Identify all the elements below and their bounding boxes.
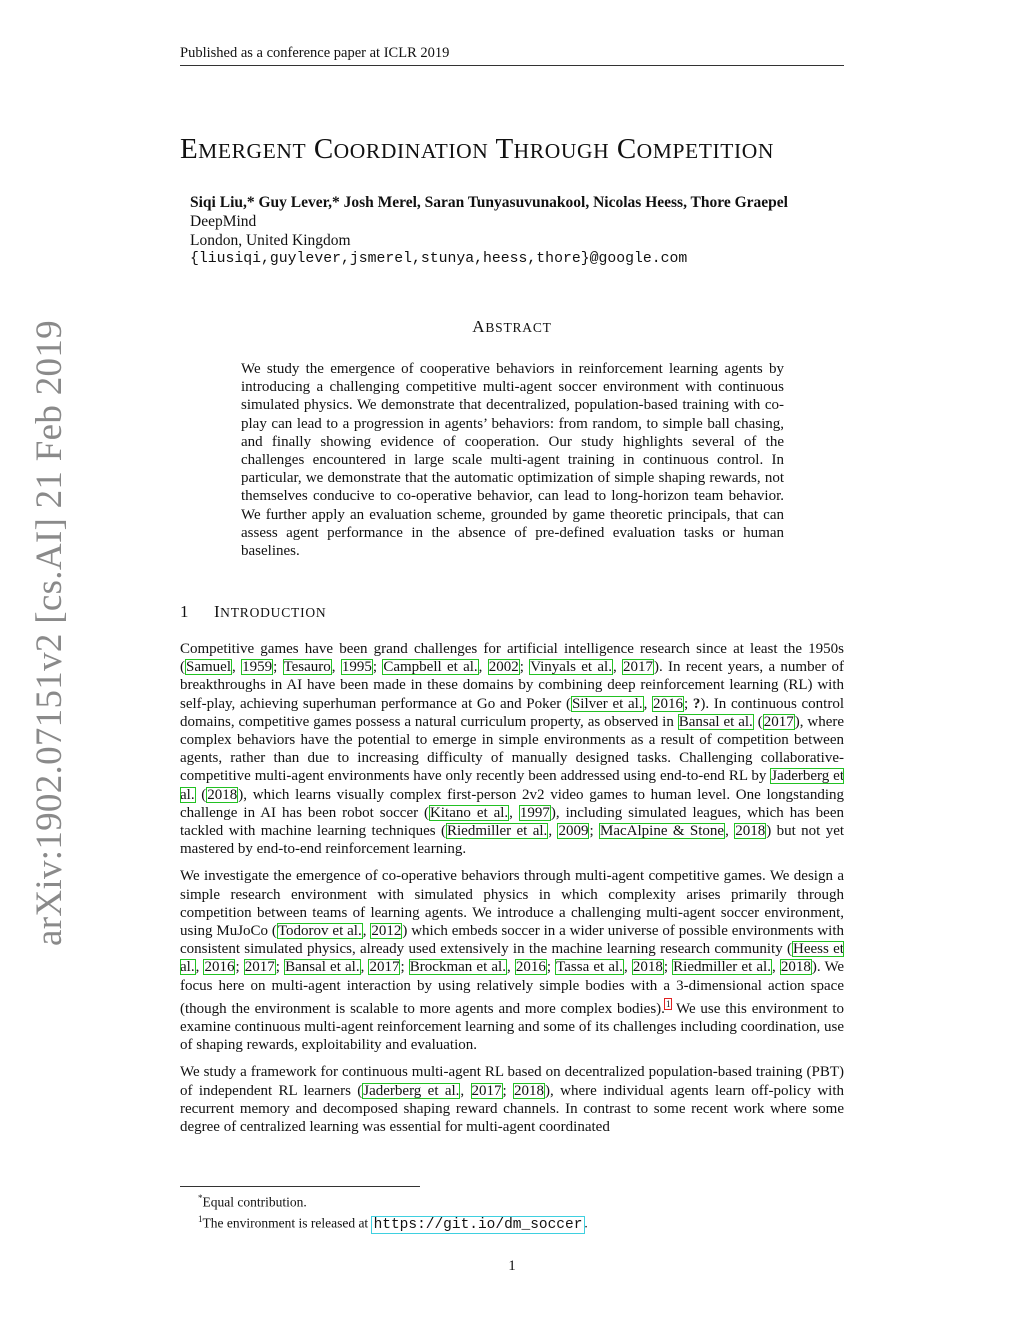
title-rest: OMPETITION — [636, 139, 774, 163]
text: ; — [546, 959, 556, 976]
text: ; — [663, 959, 673, 976]
footnote-ref-link[interactable]: 1 — [665, 998, 671, 1009]
citation-link[interactable]: 2017 — [471, 1082, 502, 1099]
text: ( — [753, 713, 763, 730]
text: ; — [589, 823, 600, 840]
paragraph-2 — [180, 867, 844, 1054]
citation-link[interactable]: Samuel — [186, 659, 231, 676]
text: ) but not yet mastered by end-to-end reinforcement learning. — [180, 823, 845, 858]
text: ), which learns visually complex first-person 2v2 video games to human level. One longstanding challenge in AI has been robot soccer ( — [180, 786, 844, 821]
text: ), where individual agents learn off-policy with recurrent memory and decomposed shaping reward channels. In contrast to some recent work where some degree of centralized learning was essential for multi-agent coordinated — [180, 1082, 845, 1136]
title-rest: MERGENT — [198, 139, 307, 163]
citation-link[interactable]: 2012 — [371, 923, 402, 940]
citation-link[interactable]: 2017 — [369, 959, 400, 976]
citation-link[interactable]: Riedmiller et al. — [673, 959, 771, 976]
text: ). In continuous control domains, competitive games possess a natural curriculum property, as observed in — [180, 695, 844, 730]
paragraph-1 — [180, 640, 844, 858]
paragraph-3 — [180, 1063, 844, 1136]
footnote-text: . — [584, 1215, 588, 1231]
author-names: Siqi Liu,* Guy Lever,* Josh Merel, Saran Tunyasuvunakool, Nicolas Heess, Thore Graepel — [190, 194, 788, 211]
abstract-text: We study the emergence of cooperative behaviors in reinforcement learning agents by introducing a challenging competitive multi-agent soccer environment with continuous simulated physics. We demonstrate that decentralized, population-based training with co-play can lead to a progression in agents’ behaviors: from random, to simple ball chasing, and finally showing evidence of cooperation. Our study highlights several of the challenges encountered in large scale multi-agent training in continuous control. In particular, we demonstrate that the automatic optimization of simple shaping rewards, not themselves conducive to co-operative behavior, can lead to long-horizon team behavior. We further apply an evaluation scheme, grounded by game theoretic principals, that can assess agent performance in the absence of pre-defined evaluation tasks or human baselines. — [241, 361, 784, 560]
text: We investigate the emergence of co-operative behaviors through multi-agent competitive games. We design a simple research environment with simulated physics in which complexity arises primarily through competition between teams of learning agents. We introduce a challenging multi-agent soccer environment, using MuJoCo ( — [180, 868, 844, 940]
text: , — [506, 959, 515, 976]
title-cap: C — [313, 133, 334, 165]
citation-link[interactable]: Kitano et al. — [430, 804, 509, 821]
location: London, United Kingdom — [190, 232, 351, 249]
text: , — [360, 959, 369, 976]
citation-link[interactable]: 2018 — [735, 823, 766, 840]
citation-link[interactable]: Tassa et al. — [556, 959, 623, 976]
citation-link[interactable]: Bansal et al. — [678, 713, 753, 730]
text: , — [623, 959, 632, 976]
citation-link[interactable]: Campbell et al. — [383, 659, 478, 676]
text: We study a framework for continuous multi-agent RL based on decentralized population-based training (PBT) of independent RL learners ( — [180, 1064, 844, 1099]
body-text — [180, 640, 844, 1145]
citation-link[interactable]: 2018 — [632, 959, 663, 976]
text: Competitive games have been grand challenges for artificial intelligence research since at least the 1950s ( — [180, 641, 844, 676]
text: ), where complex behaviors have the potential to emerge in simple environments as a result of competition between agents, rather than due to increasing difficulty of manually designed tasks. Challenging collaborative-competitive multi-agent environments have only recently been addressed using end-to-end RL by — [180, 713, 845, 785]
section-number: 1 — [180, 602, 189, 621]
text: ). In recent years, a number of breakthroughs in AI have been made in these domains by combining deep reinforcement learning (RL) with self-play, achieving superhuman performance at Go and Poker ( — [180, 659, 845, 712]
text: ; — [519, 659, 530, 676]
text: , — [232, 659, 242, 676]
text: , — [771, 959, 780, 976]
url-link[interactable]: https://git.io/dm_soccer — [373, 1216, 583, 1233]
citation-link[interactable]: 1959 — [242, 659, 273, 676]
text: , — [362, 923, 371, 940]
text: , — [548, 823, 558, 840]
footnotes — [198, 1190, 838, 1234]
citation-link[interactable]: Tesauro — [283, 659, 331, 676]
citation-link[interactable]: 2016 — [653, 695, 684, 712]
citation-link[interactable]: 2017 — [763, 713, 794, 730]
citation-link[interactable]: 2018 — [780, 959, 811, 976]
text: , — [725, 823, 735, 840]
abstract-heading — [0, 317, 1024, 337]
text: ; — [273, 659, 283, 676]
citation-link[interactable]: 2017 — [244, 959, 275, 976]
citation-link[interactable]: 2017 — [623, 659, 654, 676]
citation-link[interactable]: 2016 — [515, 959, 546, 976]
abstract-heading-rest: BSTRACT — [485, 320, 552, 335]
text: We use this environment to examine continuous multi-agent reinforcement learning and some of its challenges including coordination, use of shaping rewards, exploitability and evaluation. — [180, 1000, 845, 1054]
text: ). We focus here on multi-agent interaction by using relatively simple bodies with a 3-dimensional action space (though the environment is scalable to more agents and more complex bodies). — [180, 959, 845, 1017]
text: ; — [372, 659, 383, 676]
footnote-text: Equal contribution. — [202, 1194, 307, 1210]
text: ), including simulated leagues, which has been tackled with machine learning techniques ( — [180, 804, 844, 840]
text: , — [331, 659, 341, 676]
citation-link[interactable]: Jaderberg et al. — [363, 1082, 460, 1099]
unresolved-citation: ? — [692, 695, 701, 712]
citation-link[interactable]: 2018 — [514, 1082, 545, 1099]
citation-link[interactable]: 2002 — [488, 659, 519, 676]
title-cap: E — [180, 133, 199, 165]
text: , — [478, 659, 488, 676]
citation-link[interactable]: 2016 — [204, 959, 235, 976]
citation-link[interactable]: Riedmiller et al. — [446, 823, 548, 840]
title-cap: C — [616, 133, 637, 165]
text: ; — [235, 959, 244, 976]
citation-link[interactable]: 1995 — [341, 659, 372, 676]
running-header: Published as a conference paper at ICLR 2019 — [180, 44, 844, 66]
citation-link[interactable]: 2009 — [558, 823, 589, 840]
text: ; — [400, 959, 409, 976]
footnote-divider — [180, 1186, 420, 1187]
text: ) which embeds soccer in a wider universe of possible environments with consistent simulated physics, already used extensively in the machine learning research community ( — [180, 923, 844, 958]
section-cap: I — [214, 602, 221, 621]
citation-link[interactable]: Vinyals et al. — [530, 659, 612, 676]
footnote-mark: 1 — [198, 1214, 203, 1224]
arxiv-stamp[interactable]: arXiv:1902.07151v2 [cs.AI] 21 Feb 2019 — [29, 320, 70, 946]
section-rest: NTRODUCTION — [220, 605, 327, 620]
text: , — [195, 959, 204, 976]
title-rest: OORDINATION — [333, 139, 489, 163]
text: ; — [275, 959, 285, 976]
citation-link[interactable]: Heess et al. — [180, 941, 844, 976]
affiliation: DeepMind — [190, 213, 257, 230]
citation-link[interactable]: 1997 — [519, 804, 550, 821]
section-heading-introduction — [180, 602, 326, 622]
footnote-text: The environment is released at — [202, 1215, 372, 1231]
text: , — [460, 1082, 471, 1099]
abstract-heading-cap: A — [472, 317, 486, 336]
text: , — [643, 695, 653, 712]
citation-link[interactable]: Jaderberg et al. — [180, 768, 844, 803]
title-cap: T — [495, 133, 514, 165]
citation-link[interactable]: Todorov et al. — [277, 923, 362, 940]
page-number: 1 — [508, 1258, 516, 1274]
citation-link[interactable]: Bansal et al. — [285, 959, 360, 976]
citation-link[interactable]: 2018 — [207, 786, 238, 803]
citation-link[interactable]: Brockman et al. — [409, 959, 506, 976]
footnote-1 — [198, 1190, 838, 1211]
text: , — [509, 804, 519, 821]
author-block — [190, 193, 850, 269]
text: ; — [684, 695, 693, 712]
footnote-mark: * — [198, 1193, 203, 1203]
title-rest: HROUGH — [513, 139, 610, 163]
text: ; — [502, 1082, 514, 1099]
footnote-2 — [198, 1211, 838, 1234]
author-emails: {liusiqi,guylever,jsmerel,stunya,heess,thore}@google.com — [190, 251, 688, 267]
citation-link[interactable]: Silver et al. — [571, 695, 643, 712]
text: ( — [195, 786, 207, 803]
citation-link[interactable]: MacAlpine & Stone — [600, 823, 725, 840]
paper-title — [180, 133, 880, 167]
text: , — [612, 659, 623, 676]
